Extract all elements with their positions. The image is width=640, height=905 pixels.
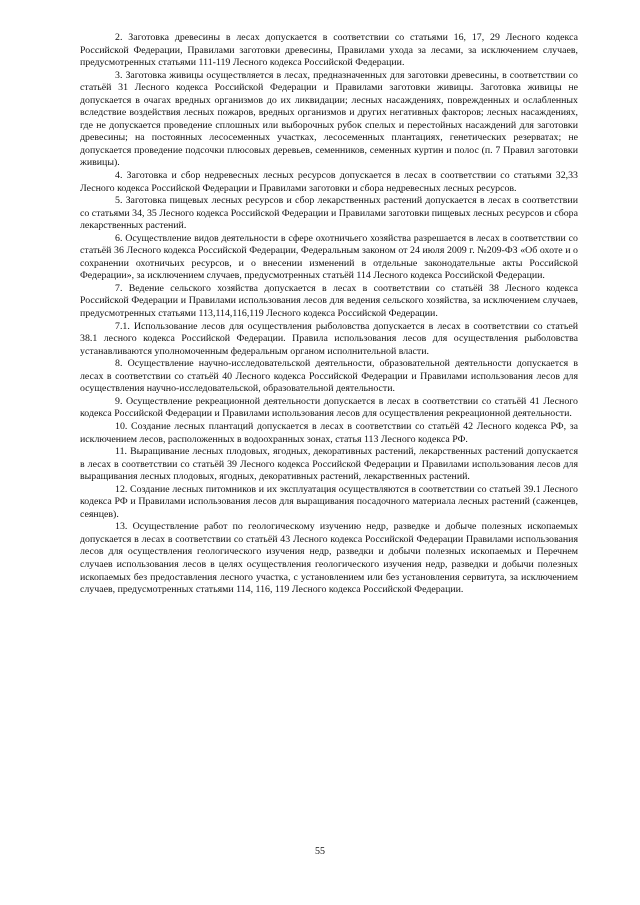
page-number: 55 (315, 846, 325, 857)
paragraph-6-hunting: 6. Осуществление видов деятельности в сфере охотничьего хозяйства разрешается в лесах в соответствии со статьёй 36 Лесного кодекса Российской Федерации, Федеральным законом от 24 июля 2009 г. №209-ФЗ «Об охоте и о сохранении охотничьих ресурсов, и о внесении изменений в отдельные законодательные акты Российской Федерации», за исключением случаев, предусмотренных статьёй 114 Лесного кодекса Российской Федерации. (80, 232, 578, 282)
paragraph-5-food-resources: 5. Заготовка пищевых лесных ресурсов и сбор лекарственных растений допускается в лесах в соответствии со статьями 34, 35 Лесного кодекса Российской Федерации и Правилами заготовки пищевых лесных ресурсов и сбора лекарственных растений. (80, 195, 578, 232)
paragraph-13-geological-works: 13. Осуществление работ по геологическому изучению недр, разведке и добыче полезных ископаемых допускается в лесах в соответствии со статьёй 43 Лесного кодекса Российской Федерации Правилами использования лесов для осуществления геологического изучения недр, разведки и добычи полезных ископаемых и Перечнем случаев использования лесов в целях осуществления геологического изучения недр, разведки и добычи полезных ископаемых без предоставления лесного участка, с установлением или без установления сервитута, за исключением случаев, предусмотренных статьями 114, 116, 119 Лесного кодекса Российской Федерации. (80, 521, 578, 596)
paragraph-7-agriculture: 7. Ведение сельского хозяйства допускается в лесах в соответствии со статьёй 38 Лесного кодекса Российской Федерации и Правилами использования лесов для ведения сельского хозяйства, за исключением случаев, предусмотренных статьями 113,114,116,119 Лесного кодекса Российской Федерации. (80, 282, 578, 320)
paragraph-7-1-fishing: 7.1. Использование лесов для осуществления рыболовства допускается в лесах в соответствии со статьей 38.1 лесного кодекса Российской Федерации. Правила использования лесов для осуществления рыболовства устанавливаются уполномоченным федеральным органом исполнительной власти. (80, 320, 578, 357)
paragraph-8-research-education: 8. Осуществление научно-исследовательской деятельности, образовательной деятельности допускается в лесах в соответствии со статьёй 40 Лесного кодекса Российской Федерации и Правилами использования лесов для осуществления научно-исследовательской, образовательной деятельности. (80, 358, 578, 395)
paragraph-4-non-timber-resources: 4. Заготовка и сбор недревесных лесных ресурсов допускается в лесах в соответствии со статьями 32,33 Лесного кодекса Российской Федерации и Правилами заготовки и сбора недревесных лесных ресурсов. (80, 170, 578, 194)
paragraph-10-plantations: 10. Создание лесных плантаций допускается в лесах в соответствии со статьёй 42 Лесного кодекса РФ, за исключением лесов, расположенных в водоохранных зонах, статья 113 Лесного кодекса РФ. (80, 420, 578, 445)
paragraph-12-nurseries: 12. Создание лесных питомников и их эксплуатация осуществляются в соответствии со статьей 39.1 Лесного кодекса РФ и Правилами использования лесов для выращивания посадочного материала лесных растений (саженцев, сеянцев). (80, 483, 578, 520)
paragraph-9-recreation: 9. Осуществление рекреационной деятельности допускается в лесах в соответствии со статьёй 41 Лесного кодекса Российской Федерации и Правилами использования лесов для осуществления рекреационной деятельности. (80, 395, 578, 420)
paragraph-11-plant-growing: 11. Выращивание лесных плодовых, ягодных, декоративных растений, лекарственных растений допускается в лесах в соответствии со статьёй 39 Лесного кодекса Российской Федерации и Правилами использования лесов для выращивания лесных плодовых, ягодных, декоративных растений, лекарственных растений. (80, 446, 578, 483)
document-body (80, 32, 578, 597)
paragraph-3-resin-harvesting: 3. Заготовка живицы осуществляется в лесах, предназначенных для заготовки древесины, в соответствии со статьёй 31 Лесного кодекса Российской Федерации и Правилами заготовки живицы. Заготовка живицы не допускается в очагах вредных организмов до их ликвидации; лесных насаждениях, поврежденных и ослабленных вследствие воздействия лесных пожаров, вредных организмов и других негативных факторов; лесных насаждениях, где не допускается проведение сплошных или выборочных рубок спелых и перестойных насаждений для заготовки древесины; на постоянных лесосеменных участках, лесосеменных плантациях, генетических резерватах; не допускается проведение подсочки плюсовых деревьев, семенников, семенных куртин и полос (п. 7 Правил заготовки живицы). (80, 69, 578, 169)
paragraph-2-timber-harvesting: 2. Заготовка древесины в лесах допускается в соответствии со статьями 16, 17, 29 Лесного кодекса Российской Федерации, Правилами заготовки древесины, Правилами ухода за лесами, за исключением случаев, предусмотренных статьями 111-119 Лесного кодекса Российской Федерации. (80, 32, 578, 69)
